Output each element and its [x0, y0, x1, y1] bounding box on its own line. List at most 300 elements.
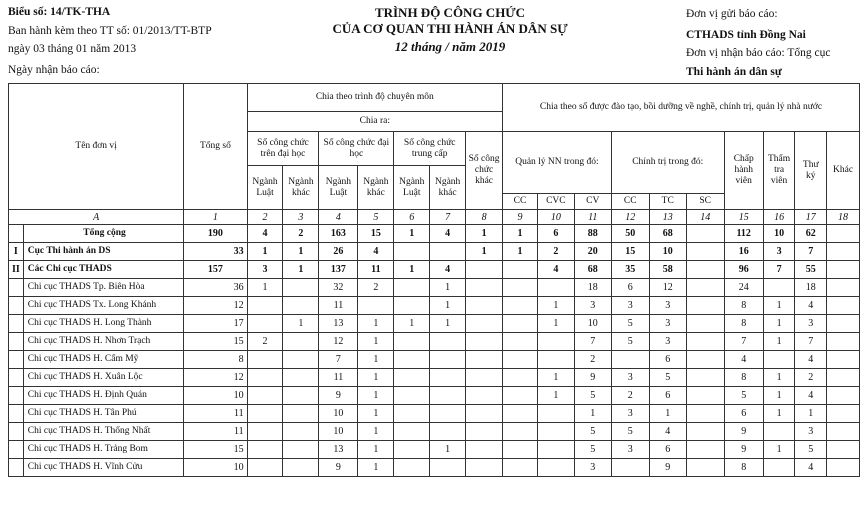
row-cell: [430, 387, 466, 405]
index-cell: 12: [611, 210, 649, 225]
row-cell: [827, 351, 860, 369]
row-cell: 5: [611, 423, 649, 441]
row-cell: 36: [184, 279, 247, 297]
col-cc: CC: [503, 194, 538, 210]
col-state-mgmt: Quản lý NN trong đó:: [503, 132, 612, 194]
table-row: [9, 297, 860, 315]
row-cell: 1: [537, 315, 574, 333]
table-row: [9, 243, 860, 261]
row-cell: 1: [763, 369, 795, 387]
row-unit-name: Các Chi cục THADS: [23, 261, 183, 279]
form-number: Biểu số: 14/TK-THA: [8, 6, 111, 18]
row-cell: 5: [724, 387, 763, 405]
row-cell: 13: [319, 315, 358, 333]
row-cell: 3: [574, 297, 611, 315]
index-cell: 1: [184, 210, 247, 225]
col-group-professional: Chia theo trình độ chuyên môn: [247, 84, 502, 112]
row-unit-name: Chi cục THADS H. Thống Nhất: [23, 423, 183, 441]
row-cell: 5: [795, 441, 827, 459]
index-cell: 10: [537, 210, 574, 225]
row-cell: [611, 459, 649, 477]
row-cell: 12: [649, 279, 686, 297]
row-cell: [686, 333, 724, 351]
row-cell: [466, 405, 503, 423]
row-cell: 1: [503, 243, 538, 261]
row-cell: [503, 387, 538, 405]
row-cell: [247, 405, 283, 423]
row-cell: 62: [795, 225, 827, 243]
col-inter-other: Ngành khác: [430, 166, 466, 210]
row-unit-name: Chi cục THADS H. Vĩnh Cửu: [23, 459, 183, 477]
row-cell: [466, 261, 503, 279]
row-cell: 12: [184, 369, 247, 387]
row-cell: 2: [283, 225, 319, 243]
row-cell: [466, 315, 503, 333]
table-row: [9, 387, 860, 405]
row-cell: 20: [574, 243, 611, 261]
row-cell: 10: [184, 459, 247, 477]
row-cell: [686, 225, 724, 243]
row-cell: 5: [574, 441, 611, 459]
row-cell: 3: [611, 405, 649, 423]
table-row: [9, 279, 860, 297]
row-cell: [686, 423, 724, 441]
row-cell: 1: [358, 387, 394, 405]
issued-date: ngày 03 tháng 01 năm 2013: [8, 43, 137, 55]
row-cell: 1: [466, 243, 503, 261]
row-cell: 3: [574, 459, 611, 477]
row-cell: 4: [247, 225, 283, 243]
row-cell: [827, 441, 860, 459]
index-cell: 17: [795, 210, 827, 225]
row-cell: [827, 459, 860, 477]
row-cell: 7: [763, 261, 795, 279]
row-cell: 3: [649, 315, 686, 333]
row-cell: 4: [795, 351, 827, 369]
row-cell: 11: [184, 405, 247, 423]
row-cell: [827, 279, 860, 297]
index-cell: 5: [358, 210, 394, 225]
row-cell: 5: [574, 423, 611, 441]
row-cell: [763, 423, 795, 441]
row-cell: 5: [574, 387, 611, 405]
row-cell: 10: [319, 423, 358, 441]
row-cell: [247, 387, 283, 405]
row-cell: 11: [358, 261, 394, 279]
row-cell: 157: [184, 261, 247, 279]
row-cell: 1: [358, 423, 394, 441]
row-cell: 4: [795, 297, 827, 315]
row-cell: 4: [795, 459, 827, 477]
row-cell: [763, 459, 795, 477]
row-cell: [394, 351, 430, 369]
row-cell: 3: [649, 333, 686, 351]
row-cell: 1: [394, 315, 430, 333]
row-cell: [537, 423, 574, 441]
row-cell: [827, 315, 860, 333]
row-roman: I: [9, 243, 24, 261]
row-cell: 24: [724, 279, 763, 297]
row-cell: [283, 405, 319, 423]
row-cell: 1: [763, 333, 795, 351]
row-cell: 1: [763, 387, 795, 405]
row-cell: 17: [184, 315, 247, 333]
row-cell: 137: [319, 261, 358, 279]
row-cell: 8: [724, 315, 763, 333]
row-cell: 15: [184, 441, 247, 459]
row-cell: 12: [319, 333, 358, 351]
row-cell: 8: [724, 459, 763, 477]
row-cell: [827, 297, 860, 315]
row-cell: 11: [184, 423, 247, 441]
row-cell: 1: [358, 351, 394, 369]
row-cell: [466, 369, 503, 387]
row-cell: 1: [763, 405, 795, 423]
index-cell: 9: [503, 210, 538, 225]
col-postgrad: Số công chức trên đại học: [247, 132, 319, 166]
row-cell: [247, 369, 283, 387]
row-cell: [394, 369, 430, 387]
row-cell: [283, 333, 319, 351]
row-cell: 9: [724, 441, 763, 459]
col-enforcer: Chấp hành viên: [724, 132, 763, 210]
row-cell: [283, 387, 319, 405]
row-cell: [827, 423, 860, 441]
received-date: Ngày nhận báo cáo:: [8, 64, 100, 76]
row-cell: 8: [724, 369, 763, 387]
col-sc: SC: [686, 194, 724, 210]
row-cell: 3: [247, 261, 283, 279]
row-cell: 7: [574, 333, 611, 351]
row-cell: 1: [394, 261, 430, 279]
row-cell: [503, 423, 538, 441]
row-cell: [430, 405, 466, 423]
row-cell: 4: [430, 261, 466, 279]
row-cell: 3: [611, 441, 649, 459]
row-roman: [9, 423, 24, 441]
row-unit-name: Chi cục THADS H. Nhơn Trạch: [23, 333, 183, 351]
row-cell: 15: [184, 333, 247, 351]
row-cell: [430, 459, 466, 477]
row-cell: [503, 459, 538, 477]
row-cell: 163: [319, 225, 358, 243]
row-cell: [283, 423, 319, 441]
row-cell: [827, 333, 860, 351]
table-row: [9, 225, 860, 243]
col-of-which: Chia ra:: [247, 112, 502, 132]
row-cell: 1: [247, 279, 283, 297]
row-cell: [537, 441, 574, 459]
row-cell: 1: [358, 441, 394, 459]
report-period: 12 tháng / năm 2019: [394, 39, 506, 54]
col-politics: Chính trị trong đó:: [611, 132, 724, 194]
row-cell: [686, 315, 724, 333]
index-cell: 15: [724, 210, 763, 225]
row-cell: [537, 279, 574, 297]
row-cell: 4: [430, 225, 466, 243]
row-cell: 5: [611, 333, 649, 351]
report-title: TRÌNH ĐỘ CÔNG CHỨC: [374, 5, 526, 20]
row-cell: [686, 297, 724, 315]
col-cvc: CVC: [537, 194, 574, 210]
row-roman: [9, 459, 24, 477]
row-unit-name: Chi cục THADS Tx. Long Khánh: [23, 297, 183, 315]
row-cell: [686, 351, 724, 369]
row-roman: II: [9, 261, 24, 279]
row-cell: 1: [795, 405, 827, 423]
row-cell: 68: [574, 261, 611, 279]
row-cell: 1: [358, 459, 394, 477]
row-cell: 2: [537, 243, 574, 261]
row-cell: [763, 351, 795, 369]
row-cell: [466, 279, 503, 297]
row-cell: 9: [649, 459, 686, 477]
row-cell: [503, 351, 538, 369]
row-cell: 3: [611, 297, 649, 315]
row-roman: [9, 225, 24, 243]
row-unit-name: Chi cục THADS H. Cẩm Mỹ: [23, 351, 183, 369]
row-cell: 3: [795, 423, 827, 441]
row-cell: 1: [283, 315, 319, 333]
row-cell: 1: [283, 261, 319, 279]
row-cell: [430, 351, 466, 369]
row-cell: 1: [763, 315, 795, 333]
row-cell: [686, 405, 724, 423]
row-cell: [686, 459, 724, 477]
row-cell: 2: [358, 279, 394, 297]
row-cell: 33: [184, 243, 247, 261]
col-intermediate: Số công chức trung cấp: [394, 132, 466, 166]
row-roman: [9, 351, 24, 369]
row-roman: [9, 369, 24, 387]
row-cell: 55: [795, 261, 827, 279]
row-cell: 2: [574, 351, 611, 369]
table-row: [9, 333, 860, 351]
row-roman: [9, 405, 24, 423]
row-cell: 1: [430, 279, 466, 297]
col-other-civil: Số công chức khác: [466, 132, 503, 210]
row-cell: [827, 225, 860, 243]
row-cell: 1: [503, 225, 538, 243]
row-cell: [283, 279, 319, 297]
row-cell: 1: [394, 225, 430, 243]
row-cell: 18: [795, 279, 827, 297]
row-cell: 7: [724, 333, 763, 351]
row-cell: 7: [795, 243, 827, 261]
row-cell: 3: [649, 297, 686, 315]
row-cell: 1: [537, 297, 574, 315]
row-cell: [394, 405, 430, 423]
row-cell: 1: [430, 441, 466, 459]
col-clerk: Thư ký: [795, 132, 827, 210]
row-cell: [686, 369, 724, 387]
row-cell: 6: [649, 351, 686, 369]
sender-name: CTHADS tỉnh Đồng Nai: [686, 29, 806, 41]
row-cell: 8: [184, 351, 247, 369]
row-cell: [430, 369, 466, 387]
col-univ-law: Ngành Luật: [319, 166, 358, 210]
row-cell: 4: [795, 387, 827, 405]
receiver-name: Thi hành án dân sự: [686, 66, 782, 78]
row-cell: 4: [358, 243, 394, 261]
index-cell: 14: [686, 210, 724, 225]
row-cell: 35: [611, 261, 649, 279]
index-cell: 2: [247, 210, 283, 225]
row-cell: 5: [649, 369, 686, 387]
row-roman: [9, 387, 24, 405]
index-cell: 3: [283, 210, 319, 225]
row-cell: [283, 441, 319, 459]
row-cell: [537, 333, 574, 351]
col-cc2: CC: [611, 194, 649, 210]
row-cell: 1: [574, 405, 611, 423]
row-cell: 8: [724, 297, 763, 315]
index-cell: A: [9, 210, 184, 225]
row-cell: 4: [649, 423, 686, 441]
row-cell: 9: [319, 387, 358, 405]
row-cell: [686, 261, 724, 279]
row-cell: 68: [649, 225, 686, 243]
row-cell: [763, 279, 795, 297]
row-cell: 15: [611, 243, 649, 261]
row-cell: [466, 423, 503, 441]
col-postgrad-law: Ngành Luật: [247, 166, 283, 210]
row-cell: 7: [795, 333, 827, 351]
row-cell: 1: [430, 297, 466, 315]
row-cell: [430, 333, 466, 351]
col-tc: TC: [649, 194, 686, 210]
row-cell: 10: [649, 243, 686, 261]
row-cell: 58: [649, 261, 686, 279]
row-cell: 1: [247, 243, 283, 261]
col-postgrad-other: Ngành khác: [283, 166, 319, 210]
row-cell: [537, 405, 574, 423]
row-cell: [827, 369, 860, 387]
row-cell: [283, 369, 319, 387]
row-cell: 10: [763, 225, 795, 243]
col-verifier: Thẩm tra viên: [763, 132, 795, 210]
row-cell: 1: [466, 225, 503, 243]
row-cell: [503, 333, 538, 351]
row-cell: 1: [763, 441, 795, 459]
report-subtitle: CỦA CƠ QUAN THI HÀNH ÁN DÂN SỰ: [332, 21, 568, 36]
index-cell: 16: [763, 210, 795, 225]
col-university: Số công chức đại học: [319, 132, 394, 166]
row-cell: 1: [358, 315, 394, 333]
row-cell: [827, 243, 860, 261]
row-cell: [430, 423, 466, 441]
row-cell: [394, 459, 430, 477]
row-cell: 1: [358, 405, 394, 423]
index-row: [9, 210, 860, 225]
row-cell: 6: [611, 279, 649, 297]
row-cell: 1: [430, 315, 466, 333]
sender-label: Đơn vị gửi báo cáo:: [686, 8, 778, 20]
table-row: [9, 261, 860, 279]
row-cell: [283, 459, 319, 477]
row-cell: [537, 459, 574, 477]
row-cell: [503, 315, 538, 333]
row-cell: 26: [319, 243, 358, 261]
row-cell: 3: [763, 243, 795, 261]
row-cell: 88: [574, 225, 611, 243]
row-cell: 6: [649, 387, 686, 405]
col-group-training: Chia theo số được đào tạo, bồi dưỡng về nghề, chính trị, quản lý nhà nước: [503, 84, 860, 132]
row-cell: [503, 261, 538, 279]
index-cell: 8: [466, 210, 503, 225]
row-cell: 4: [724, 351, 763, 369]
index-cell: 7: [430, 210, 466, 225]
issued-with: Ban hành kèm theo TT số: 01/2013/TT-BTP: [8, 25, 212, 37]
row-cell: [247, 315, 283, 333]
row-cell: 4: [537, 261, 574, 279]
col-unit-name: Tên đơn vị: [9, 84, 184, 210]
row-cell: 13: [319, 441, 358, 459]
index-cell: 13: [649, 210, 686, 225]
receiver-label: Đơn vị nhận báo cáo: Tổng cục: [686, 47, 831, 59]
index-cell: 11: [574, 210, 611, 225]
row-cell: [503, 297, 538, 315]
index-cell: 6: [394, 210, 430, 225]
row-cell: 32: [319, 279, 358, 297]
row-cell: [503, 441, 538, 459]
row-cell: [247, 351, 283, 369]
table-row: [9, 315, 860, 333]
index-cell: 18: [827, 210, 860, 225]
row-cell: 5: [611, 315, 649, 333]
row-cell: [503, 369, 538, 387]
row-cell: 10: [184, 387, 247, 405]
row-cell: [686, 279, 724, 297]
row-cell: [394, 441, 430, 459]
row-cell: 10: [319, 405, 358, 423]
row-cell: [827, 387, 860, 405]
row-cell: 7: [319, 351, 358, 369]
row-cell: 1: [537, 369, 574, 387]
row-cell: [247, 423, 283, 441]
table-row: [9, 459, 860, 477]
row-cell: 1: [283, 243, 319, 261]
row-unit-name: Chi cục THADS H. Xuân Lộc: [23, 369, 183, 387]
row-cell: [537, 351, 574, 369]
row-cell: 2: [247, 333, 283, 351]
row-cell: 190: [184, 225, 247, 243]
row-roman: [9, 297, 24, 315]
row-cell: [283, 351, 319, 369]
table-row: [9, 351, 860, 369]
row-cell: [358, 297, 394, 315]
row-cell: 50: [611, 225, 649, 243]
row-cell: 3: [795, 315, 827, 333]
row-cell: [827, 405, 860, 423]
row-cell: [283, 297, 319, 315]
row-cell: [686, 243, 724, 261]
row-roman: [9, 279, 24, 297]
row-unit-name: Chi cục THADS H. Tân Phú: [23, 405, 183, 423]
row-unit-name: Chi cục THADS H. Long Thành: [23, 315, 183, 333]
row-cell: [394, 279, 430, 297]
row-cell: [394, 387, 430, 405]
table-row: [9, 405, 860, 423]
row-cell: 6: [724, 405, 763, 423]
row-roman: [9, 315, 24, 333]
row-cell: [611, 351, 649, 369]
row-cell: 15: [358, 225, 394, 243]
statistics-table: [8, 83, 860, 477]
col-univ-other: Ngành khác: [358, 166, 394, 210]
row-cell: 9: [319, 459, 358, 477]
row-roman: [9, 333, 24, 351]
